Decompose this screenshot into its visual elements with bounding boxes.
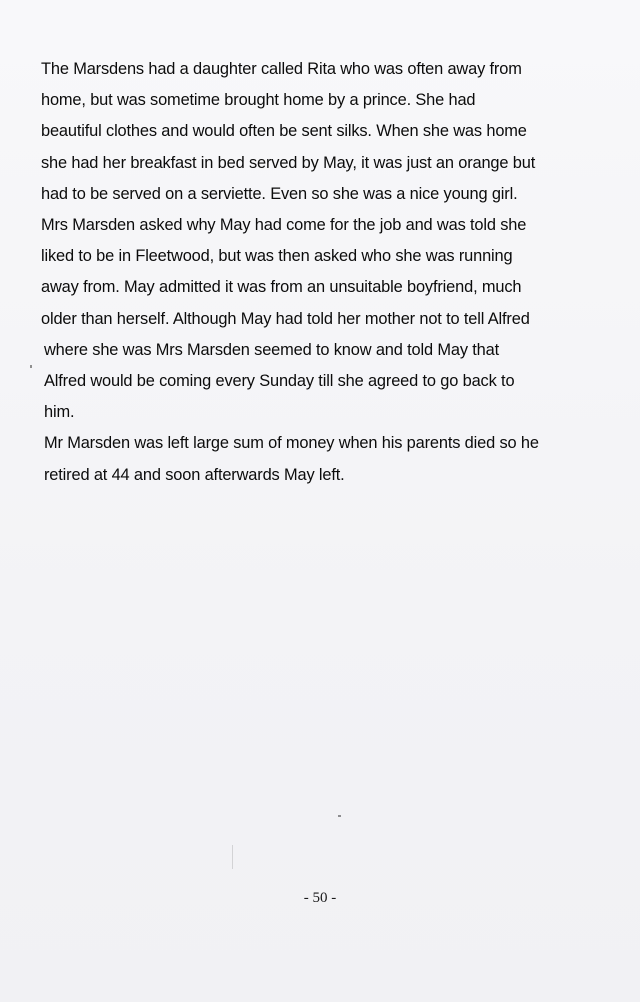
document-body <box>41 54 601 491</box>
text-line: liked to be in Fleetwood, but was then asked who she was running <box>41 247 513 266</box>
reverse-side-bleed-through <box>40 480 600 728</box>
scan-speck <box>30 365 32 368</box>
text-line: Alfred would be coming every Sunday till she agreed to go back to <box>44 372 515 391</box>
text-line: home, but was sometime brought home by a prince. She had <box>41 91 476 110</box>
paragraph-1 <box>41 54 601 428</box>
text-line: away from. May admitted it was from an unsuitable boyfriend, much <box>41 278 522 297</box>
text-line: Mrs Marsden asked why May had come for the job and was told she <box>41 216 527 235</box>
text-line: where she was Mrs Marsden seemed to know and told May that <box>44 340 500 359</box>
text-line: Mr Marsden was left large sum of money when his parents died so he <box>44 434 539 453</box>
text-line: she had her breakfast in bed served by May, it was just an orange but <box>41 153 536 172</box>
paragraph-2 <box>41 428 601 490</box>
page-number: - 50 - <box>303 890 337 906</box>
text-line: had to be served on a serviette. Even so she was a nice young girl. <box>41 184 518 203</box>
text-line: The Marsdens had a daughter called Rita who was often away from <box>41 60 522 78</box>
scan-speck <box>338 815 341 817</box>
scan-speck <box>232 845 233 869</box>
text-line: beautiful clothes and would often be sent silks. When she was home <box>41 122 527 141</box>
text-line: retired at 44 and soon afterwards May left. <box>44 465 345 484</box>
text-line: him. <box>44 403 75 422</box>
text-line: older than herself. Although May had told her mother not to tell Alfred <box>41 309 530 328</box>
